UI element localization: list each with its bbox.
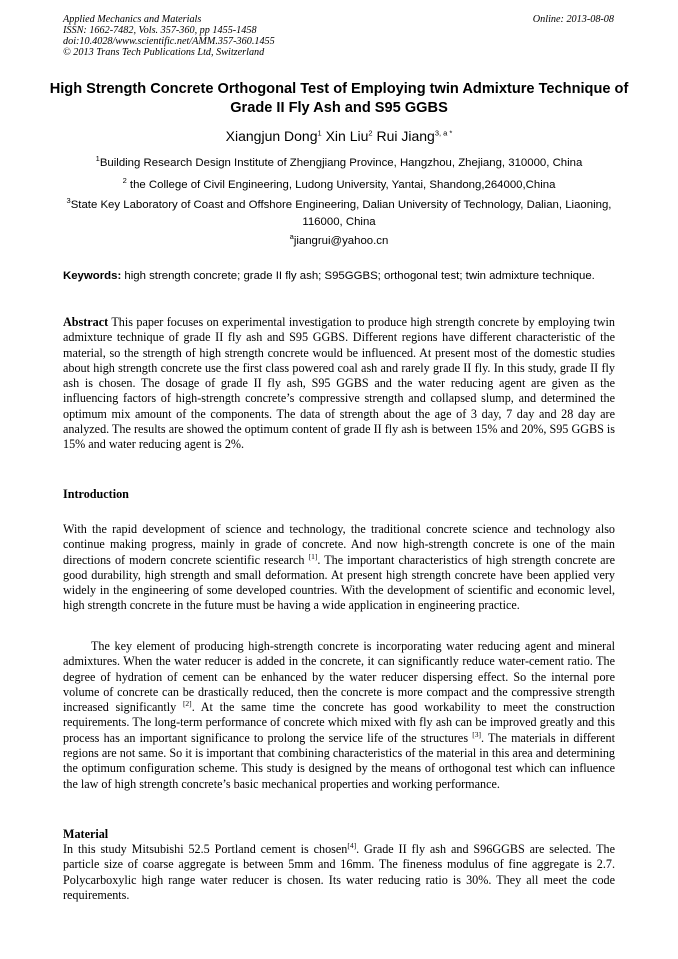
citation-ref: [3] [472, 729, 481, 739]
author-list [40, 127, 638, 145]
affiliation-3 [63, 197, 615, 231]
corresponding-email [63, 233, 615, 250]
paragraph-text: The key element of producing high-strength concrete is incorporating water reducing agent and mineral admixtures. When the water reducer is added in the concrete, it can significantly reduce water-cement ratio. The degree of hydration of cement can be enhanced by the water reducer dispersing effect. So the internal pore volume of concrete can be drastically reduced, then the concrete is more compact and the compressive strength increased significantly [63, 639, 615, 715]
copyright-line: © 2013 Trans Tech Publications Ltd, Switzerland [63, 47, 265, 58]
author-name: Xiangjun Dong [225, 128, 318, 144]
paper-title: High Strength Concrete Orthogonal Test of Employing twin Admixture Technique of Grade II Fly Ash and S95 GGBS [49, 81, 629, 116]
paragraph-text: . Grade II fly ash and S96GGBS are selected. The particle size of coarse aggregate is between 5mm and 16mm. The fineness modulus of fine aggregate is 2.7. Polycarboxylic high range water reducer is chosen. Its water reducing ratio is 30%. They all meet the code requirements. [63, 842, 615, 902]
paragraph-text: . The materials in different regions are not same. So it is important that combining characteristics of the material in this area and determining the optimum configuration scheme. This study is designed by the means of orthogonal test which can influence the law of high strength concrete’s basic mechanical properties and working performance. [63, 730, 616, 791]
paragraph-text: . The important characteristics of high strength concrete are good durability, high strength and small deformation. At present high strength concrete have been applied very widely in the engineering of some developed countries. With the development of scientific and economic level, high strength concrete in the future must be having a wide application in engineering practice. [63, 552, 615, 613]
paragraph-text: . At the same time the concrete has good workability to meet the construction requirements. The long-term performance of concrete which mixed with fly ash can be improved greatly and this process has an important significance to prolong the service life of the structures [63, 700, 615, 745]
paragraph-text: With the rapid development of science and technology, the traditional concrete science and technology also continue making progress, mainly in grade of concrete. And now high-strength concrete is one of the main directions of modern concrete scientific research [63, 522, 615, 567]
material-paragraph [63, 842, 615, 903]
material-heading: Material [63, 827, 109, 841]
affiliation-1 [63, 155, 615, 172]
affiliation-text: the College of Civil Engineering, Ludong University, Yantai, Shandong,264000,China [126, 179, 556, 191]
email-text[interactable]: jiangrui@yahoo.cn [293, 235, 389, 247]
author-name: Rui Jiang [376, 128, 435, 144]
keywords-block [63, 268, 615, 284]
journal-header [63, 14, 463, 58]
journal-name: Applied Mechanics and Materials [63, 14, 202, 25]
online-date: Online: 2013-08-08 [532, 14, 614, 25]
author-sup: 3, a * [434, 128, 453, 138]
affiliation-2 [63, 177, 615, 194]
paragraph-text: In this study Mitsubishi 52.5 Portland cement is chosen [63, 842, 348, 856]
affiliation-sup: 2 [122, 176, 127, 186]
affiliation-text: Building Research Design Institute of Zhengjiang Province, Hangzhou, Zhejiang, 310000, China [99, 157, 583, 169]
citation-ref: [1] [308, 551, 318, 561]
author-sup: 1 [317, 128, 322, 138]
citation-ref: [4] [347, 840, 357, 850]
abstract-text: This paper focuses on experimental investigation to produce high strength concrete by employing twin admixture technique of grade II fly ash and S95 GGBS. Different regions have different characteristic of the material, so the strength of high strength concrete would be influenced. At present most of the domestic studies about high strength concrete use the first class powered coal ash and rarely grade II fly. In this study, grade II fly ash is chosen. The dosage of grade II fly ash, S95 GGBS and the water reducing agent are given as the influencing factors of high-strength concrete’s compressive strength and collapsed slump, and determined the optimum mix amount of the components. The data of strength about the age of 3 day, 7 day and 28 day are analyzed. The results are showed the optimum content of grade II fly ash is between 15% and 20%, S95 GGBS is 15% and water reducing agent is 2%. [63, 315, 615, 452]
affiliation-sup: 3 [66, 196, 71, 206]
intro-paragraph-1 [63, 522, 615, 614]
citation-ref: [2] [182, 699, 192, 709]
email-sup: a [289, 232, 294, 242]
keywords-text: high strength concrete; grade II fly ash; S95GGBS; orthogonal test; twin admixture technique. [121, 270, 595, 282]
introduction-heading: Introduction [63, 487, 129, 501]
author-sup: 2 [368, 128, 373, 138]
issn-line: ISSN: 1662-7482, Vols. 357-360, pp 1455-1458 [63, 25, 257, 36]
keywords-label: Keywords: [63, 270, 122, 282]
abstract-block [63, 315, 615, 453]
affiliation-text: State Key Laboratory of Coast and Offshore Engineering, Dalian University of Technology, Dalian, Liaoning, 116000, China [70, 199, 612, 228]
abstract-label: Abstract [63, 315, 109, 329]
doi-line[interactable]: doi:10.4028/www.scientific.net/AMM.357-360.1455 [63, 36, 275, 47]
intro-paragraph-2 [63, 639, 615, 792]
author-name: Xin Liu [325, 128, 369, 144]
affiliation-sup: 1 [95, 154, 100, 164]
